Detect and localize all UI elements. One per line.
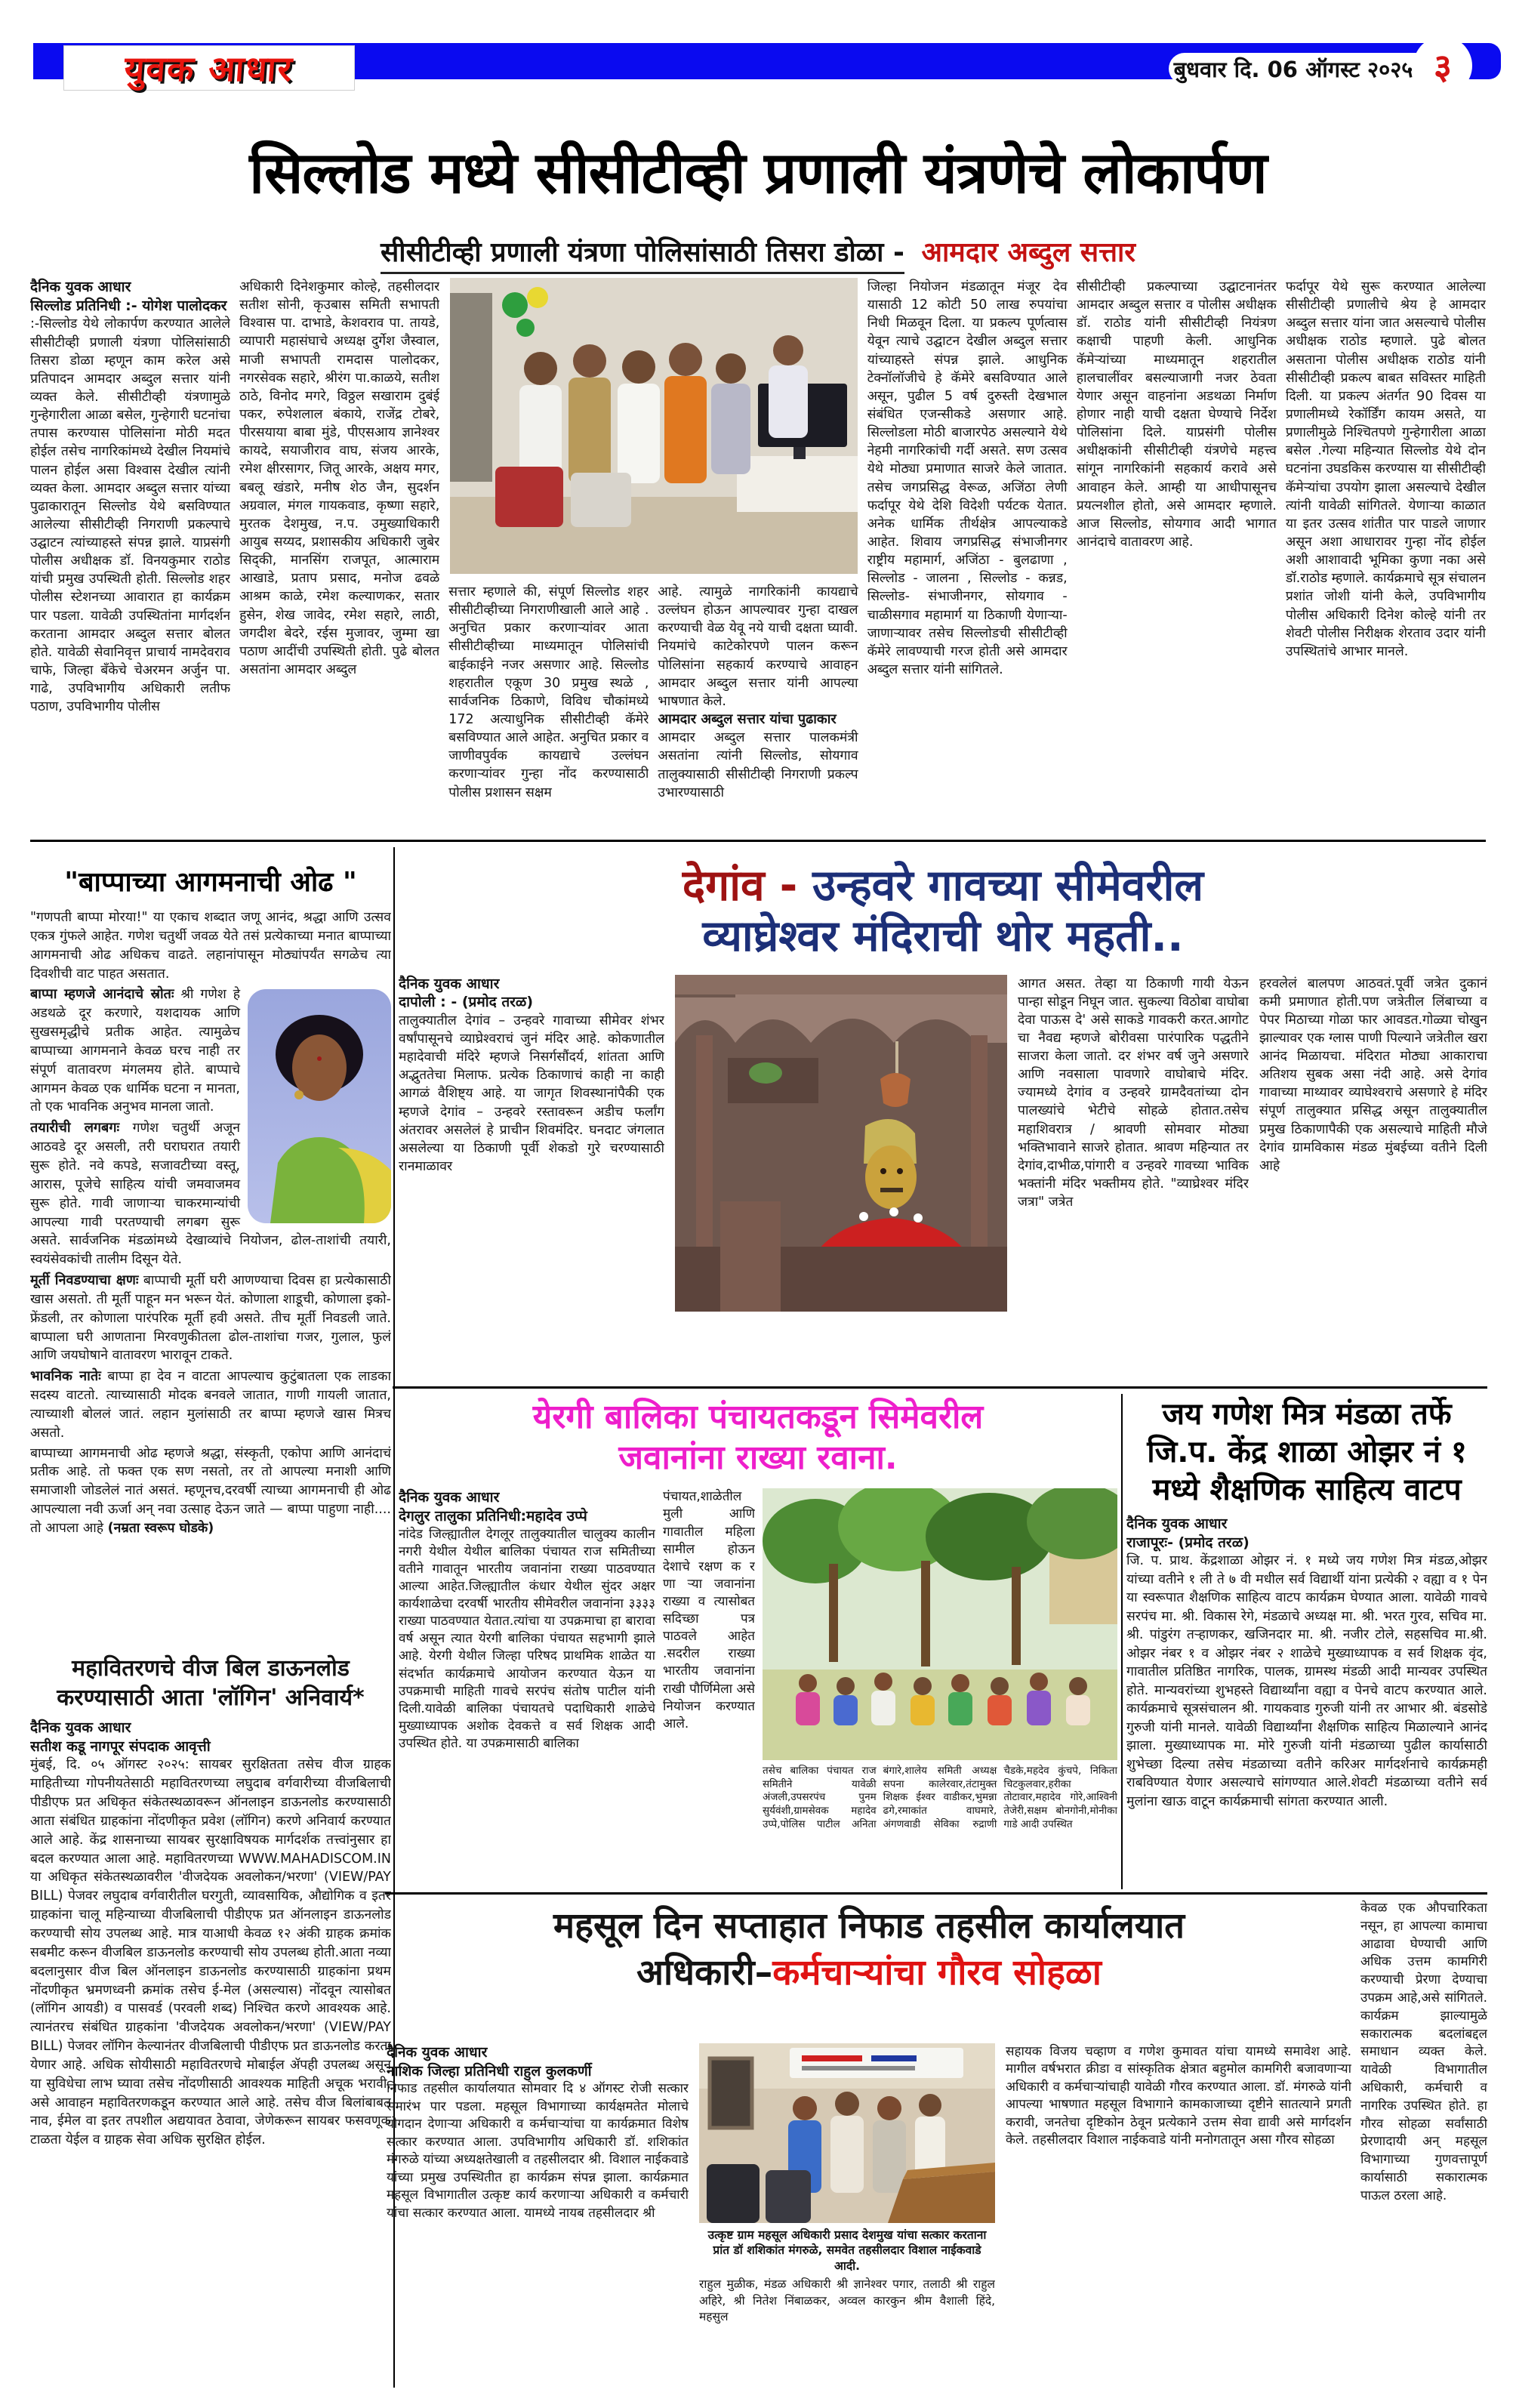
- bappa-paragraph-5: [30, 1367, 391, 1442]
- portrait-graphic: [248, 989, 391, 1223]
- degaon-column-1-text: तालुक्यातील देगांव – उन्हवरे गावाच्या सीमेवर शंभर वर्षांपासूनचे व्याघ्रेश्वराचं जुनं मंदिर आहे. कोकणातील महादेवाची मंदिरे म्हणजे निसर्गसौंदर्य, शांतता आणि अद्भुततेचा मिलाफ. प्रत्येक ठिकाणाचं काही ना काही आगळं वैशिष्ट्य आहे. या जागृत शिवस्थानांपैकी एक म्हणजे देगांव – उन्हवरे रस्तावरून अडीच फर्लांग अंतरावर असलेलं हे प्राचीन शिवमंदिर. घनदाट जंगलात असलेल्या या ठिकाणी पूर्वी शेकडो गुरे चरण्यासाठी रानमाळावर: [399, 1013, 664, 1174]
- page-number-badge: [1413, 36, 1472, 95]
- cctv-inauguration-event-photo: [450, 278, 858, 574]
- mahavitaran-body: मुंबई, दि. ०५ ऑगस्ट २०२५: सायबर सुरक्षितता तसेच वीज ग्राहक माहितीच्या गोपनीयतेसाठी महावितरणच्या लघुदाब वर्गवारीच्या वीजबिलाची पीडीएफ प्रत अधिकृत संकेतस्थळावरून ऑनलाइन डाऊनलोड करण्यासाठी आता संबंधित ग्राहकांना नोंदणीकृत प्रवेश (लॉगिन) करणे अनिवार्य करण्यात आले आहे. केंद्र शासनाच्या सायबर सुरक्षाविषयक मार्गदर्शक तत्त्वांनुसार हा बदल करण्यात आला आहे. महावितरणच्या WWW.MAHADISCOM.IN या अधिकृत संकेतस्थळावरील 'वीजदेयक अवलोकन/भरणा' (VIEW/PAY BILL) पेजवर लघुदाब वर्गवारीतील घरगुती, व्यावसायिक, औद्योगिक व इतर ग्राहकांना चालू महिन्याच्या वीजबिलाची पीडीएफ प्रत ऑनलाइन डाऊनलोड करण्याची सोय उपलब्ध आहे. मात्र याआधी केवळ १२ अंकी ग्राहक क्रमांक सबमीट करून वीजबिल डाऊनलोड करण्याची सोय उपलब्ध होती.आता नव्या बदलानुसार वीज बिल ऑनलाइन डाऊनलोड करण्यासाठी ग्राहकांना प्रथम नोंदणीकृत भ्रमणध्वनी क्रमांक तसेच ई-मेल (असल्यास) नोंदवून त्यासोबत (लॉगिन आयडी) व पासवर्ड (परवली शब्द) निश्चित करणे आवश्यक आहे. त्यानंतरच संबंधित ग्राहकांना 'वीजदेयक अवलोकन/भरणा' (VIEW/PAY BILL) पेजवर लॉगिन केल्यानंतर वीजबिलाची पीडीएफ प्रत डाऊनलोड करता येणार आहे. अधिक सोयीसाठी महावितरणचे मोबाईल ॲपही उपलब्ध असून या सुविधेचा लाभ घ्यावा तसेच नोंदणीसाठी आवश्यक माहिती अचूक भरावी, असे आवाहन महावितरणकडून करण्यात आले आहे. तसेच वीज बिलांबाबत नाव, ईमेल वा इतर तपशील अद्ययावत ठेवावा, जेणेकरून सायबर फसवणूक टाळता येईल व ग्राहक सेवा अधिक सुरक्षित होईल.: [30, 1757, 391, 2148]
- jayganesh-byline-reporter: राजापूरः- (प्रमोद तरळ): [1126, 1534, 1249, 1551]
- mahavitaran-byline-paper: दैनिक युवक आधार: [30, 1719, 131, 1736]
- temple-photo-graphic: [675, 975, 1007, 1312]
- degaon-headline-rest: उन्हवरे गावच्या सीमेवरील: [812, 861, 1204, 911]
- yergi-byline-paper: दैनिक युवक आधार: [399, 1489, 500, 1506]
- degaon-column-3: [1018, 975, 1249, 1328]
- mahsul-column-2-text: राहुल मुळीक, मंडळ अधिकारी श्री ज्ञानेश्वर पगार, तलाठी श्री राहुल अहिरे, श्री नितेश निंबाळकर, अव्वल कारकुन श्रीम वैशाली हिंदे, महसुल: [699, 2277, 995, 2324]
- mahsul-byline-paper: दैनिक युवक आधार: [387, 2044, 488, 2061]
- degaon-headline-place: देगांव -: [682, 861, 798, 911]
- lead-column-3-text: सत्तार म्हणाले की, संपूर्ण सिल्लोड शहर सीसीटीव्हीच्या निगराणीखाली आले आहे . अनुचित प्रकार करणाऱ्यांवर आता सीसीटीव्हीच्या माध्यमातून पोलिसांची बाईकाईने नजर असणार आहे. सिल्लोड शहरातील एकूण 30 प्रमुख स्थळे , सार्वजनिक ठिकाणे, विविध चौकांमध्ये 172 अत्याधुनिक सीसीटीव्ही कॅमेरे बसविण्यात आले आहेत. अनुचित प्रकार व जाणीवपुर्वक कायद्याचे उल्लंघन करणाऱ्यांवर गुन्हा नोंद करण्यासाठी पोलीस प्रशासन सक्षम: [448, 584, 649, 800]
- mahsul-headline-line-1: महसूल दिन सप्ताहात निफाड तहसील कार्यालयात: [553, 1905, 1185, 1947]
- yergi-photo-block: [763, 1488, 1117, 1843]
- lead-headline: सिल्लोड मध्ये सीसीटीव्ही प्रणाली यंत्रणेचे लोकार्पण: [249, 139, 1267, 206]
- divider-top: [30, 840, 1486, 842]
- lead-column-5: [867, 278, 1068, 838]
- mahavitaran-headline: महावितरणचे वीज बिल डाऊनलोड करण्यासाठी आता 'लॉगिन' अनिवार्य*: [57, 1655, 365, 1711]
- divider-vertical-right: [1121, 1394, 1123, 1889]
- yergi-byline-reporter: देगलुर तालुका प्रतिनिधी:महादेव उप्पे: [399, 1508, 587, 1525]
- yergi-photo-graphic: [763, 1488, 1117, 1760]
- degaon-headline: [399, 861, 1487, 963]
- lead-column-2-text: अधिकारी दिनेशकुमार कोल्हे, तहसीलदार सतीश सोनी, कृउबास समिती सभापती विश्वास पा. दाभाडे, केशवराव पा. तायडे, व्यापारी महासंघाचे अध्यक्ष दुर्गेश जैस्वाल, माजी सभापती रामदास पालोदकर, नगरसेवक सहारे, श्रीरंग पा.काळये, सतीश ठाठे, विनोद मगरे, विठ्ठल सखाराम दुबंई पकर, रुपेशलाल बंकाये, राजेंद्र टोबरे, पीरसयाया बाबा मुंडे, पीएसआय ज्ञानेश्वर कायदे, सयाजीराव वाघ, संजय आरके, रमेश क्षीरसागर, जितू आरके, अक्षय मगर, बबलू खंडारे, मनीष शेठ जैन, सुदर्शन अग्रवाल, मंगल गायकवाड, कृष्णा सहारे, मुरतक देशमुख, न.प. उमुख्याधिकारी आयुब सय्यद, प्रशासकीय अधिकारी जुबेर सिद्की, मानसिंग राजपूत, आत्माराम आखाडे, प्रताप प्रसाद, मनोज ढवळे आश्रम काळे, रमेश कल्याणकर, सतार हुसेन, शेख जावेद, रमेश सहारे, लाठी, जगदीश बेदरे, रईस मुजावर, जुम्मा खा पठाण आदींची उपस्थिती होती. पुढे बोलत असतांना आमदार अब्दुल: [239, 279, 440, 677]
- lead-column-1: [30, 278, 230, 838]
- mahsul-photo-graphic: [699, 2043, 995, 2223]
- bappa-article: [30, 852, 391, 1643]
- mahsul-photo-block: [699, 2043, 995, 2391]
- bappa-paragraph-4: [30, 1271, 391, 1365]
- degaon-byline-paper: दैनिक युवक आधार: [399, 975, 500, 992]
- lead-column-4-text: आहे. त्यामुळे नागरिकांनी कायद्याचे उल्लंघन होऊन आपल्यावर गुन्हा दाखल करण्याची वेळ येवू नये याची दक्षता घ्यावी. नियमांचे काटेकोरपणे पालन करून पोलिसांना सहकार्य करण्याचे आवाहन आमदार अब्दुल सत्तार यांनी आपल्या भाषणात केले.: [658, 584, 858, 709]
- masthead-logo: [63, 45, 355, 91]
- bappa-paragraph-5-text: बाप्पा हा देव न वाटता आपल्याच कुटुंबातला एक लाडका सदस्य वाटतो. त्याच्यासाठी मोदक बनवले जातात, गाणी गायली जातात, त्याच्याशी बोललं जातं. लहान मुलांसाठी तर बाप्पा म्हणजे खास मित्रच असतो.: [30, 1369, 391, 1441]
- degaon-article: [399, 847, 1487, 1385]
- yergi-column-2: [663, 1488, 755, 1843]
- mahsul-column-3-text: सहायक विजय चव्हाण व गणेश कुमावत यांचा यामध्ये समावेश आहे. मागील वर्षभरात क्रीडा व सांस्कृतिक क्षेत्रात बहुमोल कामगिरी बजावणाऱ्या अधिकारी व कर्मचाऱ्यांचाही यावेळी गौरव करण्यात आला. डॉ. मंगरुळे यांनी आपल्या भाषणात महसूल विभागाने कामकाजाच्या दृष्टीने सातत्याने प्रगती करावी, जनतेचा दृष्टिकोन ठेवून प्रत्येकाने उत्तम सेवा द्यावी असे मार्गदर्शन केले. तहसीलदार विशाल नाईकवाडे यांनी मनोगतातून असा गौरव सोहळा: [1006, 2044, 1351, 2148]
- yergi-headline-line-2: जवानांना राख्या रवाना.: [618, 1438, 898, 1477]
- mahsul-headline: [387, 1903, 1351, 1996]
- date-text: बुधवार दि. 06 ऑगस्ट २०२५: [1173, 56, 1413, 82]
- bappa-lead-1: बाप्पा म्हणजे आनंदाचे स्रोतः: [30, 986, 174, 1003]
- bappa-paragraph-2-text: श्री गणेश हे अडथळे दूर करणारे, यशदायक आणि सुखसमृद्धीचे प्रतीक आहेत. त्यामुळेच बाप्पाच्या आगमनाने केवळ घरच नाही तर संपूर्ण वातावरण मंगलमय होते. बाप्पाचे आगमन केवळ एक धार्मिक घटना न मानता, तो एक भावनिक अनुभव मानला जातो.: [30, 987, 240, 1115]
- yergi-column-1-text: नांदेड जिल्ह्यातील देगलूर तालुक्यातील चालुक्य कालीन नगरी येथील येथील बालिका पंचायत राज समितीच्या वतीने गावातून भारतीय जवानांना राख्या पाठवण्यात आल्या आहेत.जिल्ह्यातील कंधार येथील सुंदर अक्षर कार्यशाळेचा दरवर्षी भारतीय सीमेवरील जवानांना ३३३३ राख्या पाठवण्यात येतात.त्यांचा या उपक्रमाचा हा बारावा वर्ष असून त्यात येरगी बालिका पंचायत सहभागी झाले आहे. येरगी येथील जिल्हा परिषद प्राथमिक शाळेत या संदर्भात कार्यक्रमाचे आयोजन करण्यात येऊन या उपक्रमाची माहिती गावचे सरपंच संतोष पाटील यांनी दिली.यावेळी बालिका पंचायतचे पदाधिकारी शाळेचे मुख्याध्यापक अशोक देवकत्ते व सर्व शिक्षक आदी उपस्थित होते. या उपक्रमासाठी बालिका: [399, 1526, 655, 1752]
- mahsul-headline-black: अधिकारी–: [636, 1952, 773, 1994]
- felicitation-ceremony-photo: [699, 2043, 995, 2223]
- vyaghreshwar-temple-photo: [675, 975, 1007, 1312]
- bappa-author: (नम्रता स्वरूप घोडके): [107, 1521, 214, 1536]
- event-photo-graphic: [450, 278, 858, 574]
- mahsul-column-1-text: निफाड तहसील कार्यालयात सोमवार दि ४ ऑगस्ट रोजी सत्कार समारंभ पार पडला. महसूल विभागाच्या कार्यक्षमतेत मोलाचे योगदान देणाऱ्या अधिकारी व कर्मचाऱ्यांचा या कार्यक्रमात विशेष सत्कार करण्यात आला. उपविभागीय अधिकारी डॉ. शशिकांत मंगरुळे यांच्या अध्यक्षतेखाली व तहसीलदार श्री. विशाल नाईकवाडे यांच्या प्रमुख उपस्थितीत हा कार्यक्रम संपन्न झाला. कार्यक्रमात महसूल विभागातील उत्कृष्ट कार्य करणाऱ्या अधिकारी व कर्मचारी यांचा सत्कार करण्यात आला. यामध्ये नायब तहसीलदार श्री: [387, 2081, 689, 2221]
- lead-subheadline: [0, 233, 1516, 270]
- mahsul-column-3: [1006, 2043, 1351, 2391]
- degaon-column-4-text: हरवलेलं बालपण आठवतं.पूर्वी जत्रेत दुकानं कमी प्रमाणात होती.पण जत्रेतील लिंबाच्या व पेपर मिठाच्या गोळा फार आवडत.गोळ्या चोखुन झाल्यावर एक ग्लास पाणी पिल्याने जत्रेतील खरा आनंद मिळायचा. मंदिरात मोठ्या आकाराचा अतिशय सुबक असा नंदी आहे. असे देगांव गावाच्या माथ्यावर व्याघेश्वराचे असणारे हे मंदिर संपूर्ण तालुक्यात प्रसिद्ध असून तालुक्यातील प्रमुख ठिकाणापैकी एक असल्याचे माहिती मौजे देगांव ग्रामविकास मंडळ मुंबईच्या वतीने दिली आहे: [1259, 976, 1487, 1173]
- lead-byline-reporter: सिल्लोड प्रतिनिधी :- योगेश पालोदकर: [30, 297, 227, 314]
- bappa-paragraph-3-text: गणेश चतुर्थी अजून आठवडे दूर असली, तरी घराघरात तयारी सुरू होते. नवे कपडे, सजावटीच्या वस्तू, आरास, पूजेचे साहित्य यांची जमवाजमव सुरू होते. गावी जाणाऱ्या चाकरमान्यांची आपल्या गावी परतण्याची लगबग सुरू असते. सार्वजनिक मंडळांमध्ये देखाव्यांचे नियोजन, ढोल-ताशांची तयारी, स्वयंसेवकांची तालीम दिसून येते.: [30, 1121, 391, 1268]
- jayganesh-headline: जय गणेश मित्र मंडळा तर्फे जि.प. केंद्र शाळा ओझर नं १ मध्ये शैक्षणिक साहित्य वाटप: [1147, 1397, 1467, 1507]
- mahsul-column-2-text-wrap: [699, 2277, 995, 2325]
- mahsul-byline-reporter: नाशिक जिल्हा प्रतिनिधी राहुल कुलकर्णी: [387, 2062, 592, 2080]
- degaon-headline-line-1: [399, 861, 1487, 911]
- bappa-lead-3: मूर्ती निवडण्याचा क्षणः: [30, 1272, 139, 1289]
- date-pill: [1169, 53, 1418, 85]
- bappa-lead-2: तयारीची लगबगः: [30, 1120, 120, 1136]
- divider-middle: [393, 1386, 1487, 1389]
- lead-column-6-text: सीसीटीव्ही प्रकल्पाच्या उद्घाटनानंतर आमदार अब्दुल सत्तार व पोलीस अधीक्षक डॉ. राठोड यांनी सीसीटीव्ही नियंत्रण कक्षाची पाहणी केली. आधुनिक कॅमेऱ्यांच्या माध्यमातून शहरातील हालचालींवर बसल्याजागी नजर ठेवता येणार असून वाहनांना अडथळा निर्माण होणार नाही याची दक्षता घेण्याचे निर्देश पोलिसांना दिले. याप्रसंगी पोलीस अधीक्षकांनी सीसीटीव्ही यंत्रणेचे महत्त्व सांगून नागरिकांनी सहकार्य करावे असे आवाहन केले. आम्ही या आधीपासूनच प्रयत्नशील होतो, असे आमदार म्हणाले. आज सिल्लोड, सोयगाव आदी भागात आनंदाचे वातावरण आहे.: [1076, 279, 1277, 550]
- woman-portrait-photo: [248, 989, 391, 1223]
- degaon-headline-line-2: व्याघ्रेश्वर मंदिराची थोर महती..: [702, 911, 1184, 962]
- yergi-article: [399, 1391, 1117, 1891]
- mahsul-column-1: [387, 2043, 689, 2391]
- mahsul-right-column-text: केवळ एक औपचारिकता नसून, हा आपल्या कामाचा आढावा घेण्याची आणि अधिक उत्तम कामगिरी करण्याची प्रेरणा देण्याचा उपक्रम आहे,असे सांगितले. कार्यक्रम झाल्यामुळे सकारात्मक बदलांबद्दल समाधान व्यक्त केले. यावेळी विभागातील अधिकारी, कर्मचारी व नागरिक उपस्थित होते. हा गौरव सोहळा सर्वांसाठी प्रेरणादायी अन् महसूल विभागाच्या गुणवत्तापूर्ण कार्यासाठी सकारात्मक पाऊल ठरला आहे.: [1360, 1901, 1487, 2203]
- lead-byline-paper: दैनिक युवक आधार: [30, 279, 131, 295]
- mahsul-headline-line-2: [387, 1950, 1351, 1996]
- yergi-column-2-text: पंचायत,शाळेतील मुली आणि गावातील महिला सामील होऊन देशाचे रक्षण क र णा ऱ्या जवानांना राख्या व त्यासोबत सदिच्छा पत्र पाठवले आहेत .सदरील राख्या भारतीय जवानांना राखी पौर्णिमेला असे नियोजन करण्यात आले.: [663, 1489, 755, 1731]
- page-number: ३: [1434, 46, 1452, 87]
- mahsul-columns: [387, 2043, 1351, 2391]
- degaon-column-3-text: आगत असत. तेव्हा या ठिकाणी गायी येऊन पान्हा सोडून निघून जात. सुकल्या विठोबा वाघोबा देवा पाऊस दे' असे साकडे गावकरी करत.आगोट चा नैवद्य म्हणजे बोरीवसा पारंपारिक पद्धतीने साजरा केला जातो. दर शंभर वर्ष जुने असणारे आणि नवसाला पावणारे वाघोबाचे मंदिर. ज्यामध्ये देगांव व उन्हवरे ग्रामदैवतांच्या दोन पालख्यांचे भेटीचे सोहळे होतात.तसेच महाशिवरात्र / श्रावणी सोमवार मोठ्या भक्तिभावाने साजरे होतात. श्रावण महिन्यात तर देगांव,दाभीळ,पांगारी व उन्हवरे गावच्या भाविक भक्तांनी मंदिर भक्तीमय होते. "व्याघ्रेश्वर मंदिर जत्रा" जत्रेत: [1018, 976, 1249, 1210]
- bappa-paragraph-6-text: बाप्पाच्या आगमनाची ओढ म्हणजे श्रद्धा, संस्कृती, एकोपा आणि आनंदाचं प्रतीक आहे. तो फक्त एक सण नसतो, तर तो आपल्या मनाशी आणि समाजाशी जोडलेलं नातं असतं. म्हणूनच,दरवर्षी त्याच्या आगमनाची ही ओढ आपल्याला नवी ऊर्जा अन् नवा उत्साह देऊन जाते — बाप्पा पाहुणा नाही.... तो आपला आहे: [30, 1445, 391, 1536]
- degaon-column-4: [1259, 975, 1487, 1328]
- bappa-paragraph-4-text: बाप्पाची मूर्ती घरी आणण्याचा दिवस हा प्रत्येकासाठी खास असतो. ती मूर्ती पाहून मन भरून येतं. कोणाला शाडूची, कोणाला इको-फ्रेंडली, तर कोणाला पारंपरिक मूर्ती हवी असते. तीच मूर्ती निवडली जाते. बाप्पाला घरी आणताना मिरवणुकीतला ढोल-ताशांचा गजर, गुलाल, फुलं आणि जयघोषाने वातावरण भारावून टाकते.: [30, 1273, 391, 1364]
- lead-column-7-text: फर्दापूर येथे सुरू करण्यात आलेल्या सीसीटीव्ही प्रणालीचे श्रेय हे आमदार अब्दुल सत्तार यांना जात असल्याचे पोलीस अधीक्षक राठोड म्हणाले. पुढे बोलत असताना पोलीस अधीक्षक राठोड यांनी सीसीटीव्ही प्रकल्प बाबत सविस्तर माहिती दिली. या प्रकल्प अंतर्गत 90 दिवस या प्रणालीमध्ये रेकॉर्डिंग कायम असते, या प्रणालीमुळे निश्चितपणे गुन्हेगारीला आळा बसेल .गेल्या महिन्यात सिल्लोड येथे दोन घटनांना उघडकिस करण्यास या सीसीटीव्ही कॅमेऱ्यांचा उपयोग झाला असल्याचे देखील त्यांनी यावेळी सांगितले. येणाऱ्या काळात या इतर उत्सव शांतीत पार पाडले जाणार असून अशा आधारावर गुन्हा नोंद होईल अशी आशावादी भूमिका कुणा नका असे डॉ.राठोड म्हणाले. कार्यक्रमाचे सूत्र संचालन प्रशांत जोशी यांनी केले, उपविभागीय पोलीस अधिकारी दिनेश कोल्हे यांनी तर शेवटी पोलीस निरीक्षक शेरताव उदार यांनी उपस्थितांचे आभार मानले.: [1285, 279, 1486, 659]
- jayganesh-article: [1126, 1391, 1487, 1891]
- bappa-paragraph-6: [30, 1444, 391, 1538]
- degaon-byline-reporter: दापोली : - (प्रमोद तरळ): [399, 994, 534, 1011]
- lead-subheadline-accent: आमदार अब्दुल सत्तार: [921, 237, 1136, 268]
- divider-bottom: [385, 1892, 1487, 1895]
- lead-inline-subhead: आमदार अब्दुल सत्तार यांचा पुढाकार: [658, 711, 837, 727]
- yergi-headline-line-1: येरगी बालिका पंचायतकडून सिमेवरील: [532, 1398, 984, 1436]
- lead-subheadline-text: सीसीटीव्ही प्रणाली यंत्रणा पोलिसांसाठी तिसरा डोळा -: [381, 237, 904, 274]
- jayganesh-body: जि. प. प्राथ. केंद्रशाळा ओझर नं. १ मध्ये जय गणेश मित्र मंडळ,ओझर यांच्या वतीने १ ली ते ७ वी मधील सर्व विद्यार्थी यांना प्रत्येकी २ वह्या व १ पेन या स्वरूपात शैक्षणिक साहित्य वाटप कार्यक्रम घेण्यात आला. यावेळी गावचे सरपंच मा. श्री. विकास रेगे, मंडळाचे अध्यक्ष मा. श्री. भरत गुरव, सचिव मा. श्री. पांडुरंग तऱ्हाणकर, खजिनदार मा. श्री. नजीर टोले, सहसचिव मा.श्री. ओझर नंबर १ व ओझर नंबर २ शाळेचे मुख्याध्यापक व सर्व शिक्षक वृंद, गावातील प्रतिष्ठित नागरिक, पालक, ग्रामस्थ मंडळी आदी मान्यवर उपस्थित होते. मान्यवरांच्या शुभहस्ते विद्यार्थ्यांना वह्या व पेनचे वाटप करण्यात आले. कार्यक्रमाचे सूत्रसंचालन श्री. गायकवाड गुरुजी यांनी तर आभार श्री. बंडसोडे गुरुजी यांनी मानले. यावेळी विद्यार्थ्यांना शैक्षणिक साहित्य मिळाल्याने आनंद झाला. मुख्याध्यापक मा. मोरे गुरुजी यांनी मंडळाच्या पुढील कार्यासाठी शुभेच्छा दिल्या तसेच मंडळाच्या वतीने करिअर मार्गदर्शनाचे कार्यक्रमही राबविण्यात येणार असल्याचे सांगण्यात आले.शेवटी मंडळाच्या वतीने सर्व मुलांना खाऊ वाटून कार्यक्रमाची सांगता करण्यात आली.: [1126, 1553, 1487, 1809]
- bappa-headline: "बाप्पाच्या आगमनाची ओढ ": [64, 867, 357, 898]
- lead-column-1-text: :-सिल्लोड येथे लोकार्पण करण्यात आलेले सीसीटीव्ही प्रणाली यंत्रणा पोलिसांसाठी तिसरा डोळा म्हणून काम करेल असे प्रतिपादन आमदार अब्दुल सत्तार यांनी व्यक्त केले. सीसीटीव्ही यंत्रणामुळे गुन्हेगारीला आळा बसेल, गुन्हेगारी घटनांचा तपास करण्यास पोलिसांना मोठी मदत होईल तसेच नागरिकांमध्ये देखील नियमांचे पालन होईल असा विश्वास देखील त्यांनी व्यक्त केला. आमदार अब्दुल सत्तार यांच्या पुढाकारातून सिल्लोड येथे बसविण्यात आलेल्या सीसीटीव्ही निगराणी प्रकल्पाचे उद्घाटन त्यांच्याहस्ते संपन्न झाले. याप्रसंगी पोलीस अधीक्षक डॉ. विनयकुमार राठोड यांची प्रमुख उपस्थिती होती. सिल्लोड शहर पोलीस स्टेशनच्या आवारात हा कार्यक्रम पार पडला. यावेळी उपस्थितांना मार्गदर्शन करताना आमदार अब्दुल सत्तार बोलत होते. यावेळी सेवानिवृत्त प्राचार्य नामदेवराव चाफे, जिल्हा बँकेचे चेअरमन अर्जुन पा. गाढे, उपविभागीय अधिकारी लतीफ पठाण, उपविभागीय पोलीस: [30, 316, 231, 715]
- lead-column-2: [239, 278, 439, 838]
- lead-column-7: [1286, 278, 1486, 838]
- lead-column-5-text: जिल्हा नियोजन मंडळातून मंजूर देव यासाठी 12 कोटी 50 लाख रुपयांचा निधी मिळवून दिला. या प्रकल्प पूर्णत्वास येवून त्याचे उद्घाटन देखील अब्दुल सत्तार यांच्याहस्ते संपन्न झाले. आधुनिक टेक्नॉलॉजीचे हे कॅमेरे बसविण्यात आले असून, पुढील 5 वर्ष दुरुस्ती देखभाल संबंधित एजन्सीकडे असणार आहे. सिल्लोडला मोठी बाजारपेठ असल्याने येथे नेहमी नागरिकांची गर्दी असते. सण उत्सव येथे मोठ्या प्रमाणात साजरे केले जातात. तसेच जगप्रसिद्ध वेरूळ, अजिंठा लेणी फर्दापूर येथे देशि विदेशी पर्यटक येतात. अनेक धार्मिक तीर्थक्षेत्र आपल्याकडे आहेत. शिवाय जगप्रसिद्ध संभाजीनगर राष्ट्रीय महामार्ग, अजिंठा - बुलढाणा , सिल्लोड - जालना , सिल्लोड - कन्नड, सिल्लोड- संभाजीनगर, सोयगाव - चाळीसगाव महामार्ग या ठिकाणी येणाऱ्या-जाणाऱ्यावर तसेच सिल्लोडची सीसीटीव्ही कॅमेरे लावण्याची गरज होती असे आमदार अब्दुल सत्तार यांनी सांगितले.: [867, 279, 1068, 677]
- bappa-paragraph-1: "गणपती बाप्पा मोरया!" या एकाच शब्दात जणू आनंद, श्रद्धा आणि उत्सव एकत्र गुंफले आहेत. गणेश चतुर्थी जवळ येते तसं प्रत्येकाच्या मनात बाप्पाच्या आगमनाची ओढ अधिकच वाढते. लहानांपासून मोठ्यांपर्यंत सगळेच त्या दिवशीची वाट पाहत असतात.: [30, 910, 391, 982]
- jayganesh-byline-paper: दैनिक युवक आधार: [1126, 1515, 1228, 1532]
- mahavitaran-article: [30, 1651, 391, 2383]
- yergi-attendees-text: तसेच बालिका पंचायत राज समितीने यावेळी अंजली,उपसरपंच पुनम सुर्यवंशी,ग्रामसेवक महादेव उप्पे,पोलिस पाटील अनिता बंगारे,शालेय समिती अध्यक्ष सपना कालेरवार,तंटामुक्त शिक्षक ईश्वर वाडीकर,भुमन्ना ढगे,रमाकांत वाघमारे, अंगणवाडी सेविका रुद्राणी चैडके,महदेव कुंचपे, निकिता चिटकुलवार,हरीका तोटावार,महादेव गोरे,आश्विनी तेजेरी,सक्षम बोनगोनी,मोनीका गाडे आदी उपस्थित: [763, 1765, 1117, 1830]
- yergi-school-gathering-photo: [763, 1488, 1117, 1760]
- mahsul-right-column: [1360, 1900, 1487, 2389]
- mahavitaran-byline-reporter: सतीश कडू नागपूर संपदाक आवृत्ती: [30, 1737, 211, 1755]
- mahsul-headline-red: कर्मचाऱ्यांचा गौरव सोहळा: [772, 1952, 1102, 1994]
- lead-column-6: [1077, 278, 1277, 838]
- masthead-title: युवक आधार: [123, 48, 295, 89]
- lead-column-4-text-b: आमदार अब्दुल सत्तार पालकमंत्री असतांना त्यांनी सिल्लोड, सोयगाव तालुक्यासाठी सीसीटीव्ही निगराणी प्रकल्प उभारण्यासाठी: [658, 730, 858, 800]
- bappa-lead-4: भावनिक नातेः: [30, 1368, 101, 1385]
- yergi-columns: [399, 1488, 1117, 1843]
- mahsul-photo-caption: उत्कृष्ट ग्राम महसूल अधिकारी प्रसाद देशमुख यांचा सत्कार करताना प्रांत डॉ शशिकांत मंगरुळे, समवेत तहसीलदार विशाल नाईकवाडे आदी.: [707, 2228, 987, 2273]
- yergi-column-1: [399, 1488, 655, 1843]
- degaon-columns: [399, 975, 1487, 1328]
- degaon-column-1: [399, 975, 664, 1328]
- yergi-headline: [399, 1397, 1117, 1478]
